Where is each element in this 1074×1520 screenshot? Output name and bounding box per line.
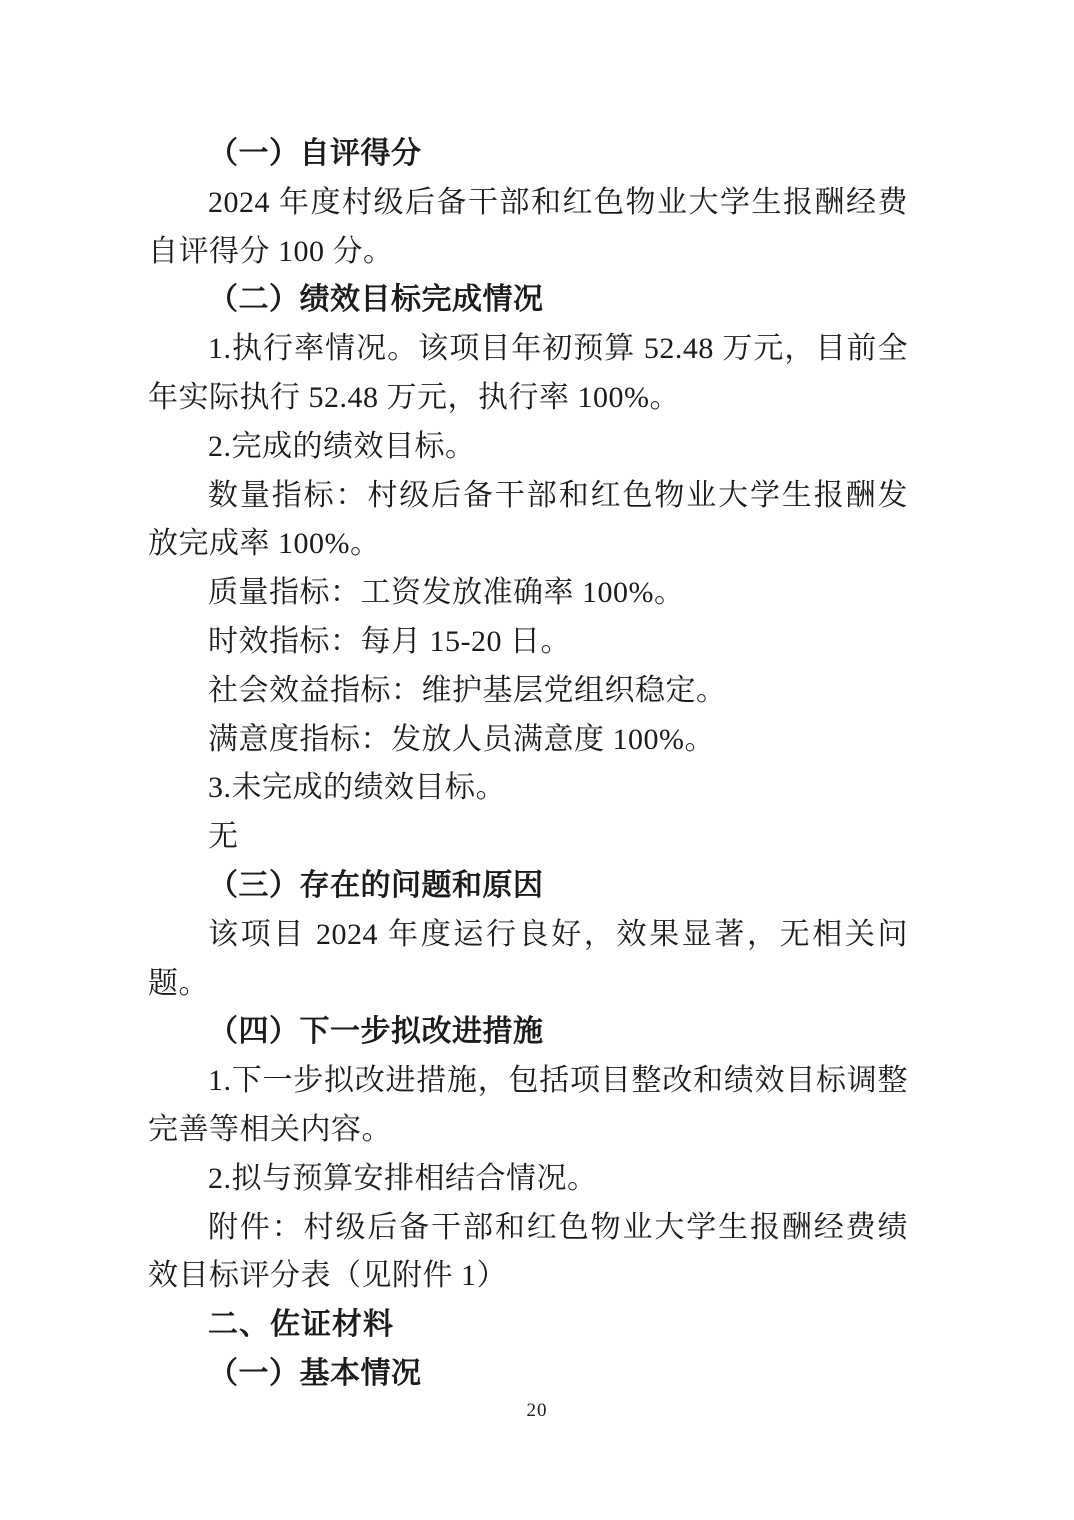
paragraph: 1.执行率情况。该项目年初预算 52.48 万元，目前全年实际执行 52.48 万元，执行率 100%。 [148, 332, 908, 414]
document-body [148, 130, 908, 1399]
page-number: 20 [526, 1400, 548, 1421]
section-heading: （四）下一步拟改进措施 [208, 1015, 544, 1049]
paragraph: 无 [208, 820, 239, 854]
section-heading: （一）自评得分 [208, 137, 422, 170]
section-heading: （三）存在的问题和原因 [208, 868, 544, 902]
chapter-heading: 二、佐证材料 [208, 1308, 394, 1342]
paragraph: 数量指标：村级后备干部和红色物业大学生报酬发放完成率 100%。 [148, 478, 908, 561]
paragraph: 质量指标：工资发放准确率 100%。 [208, 576, 685, 610]
section-heading: （二）绩效目标完成情况 [208, 283, 544, 317]
paragraph: 1.下一步拟改进措施，包括项目整改和绩效目标调整完善等相关内容。 [148, 1064, 908, 1146]
paragraph: 满意度指标：发放人员满意度 100%。 [208, 722, 715, 756]
paragraph: 2024 年度村级后备干部和红色物业大学生报酬经费自评得分 100 分。 [148, 185, 908, 268]
paragraph: 2.完成的绩效目标。 [208, 429, 476, 463]
paragraph: 附件：村级后备干部和红色物业大学生报酬经费绩效目标评分表（见附件 1） [148, 1210, 908, 1293]
paragraph: 该项目 2024 年度运行良好，效果显著，无相关问题。 [148, 917, 908, 1000]
section-heading: （一）基本情况 [208, 1356, 422, 1390]
paragraph: 时效指标：每月 15-20 日。 [208, 624, 571, 658]
paragraph: 3.未完成的绩效目标。 [208, 771, 506, 805]
paragraph: 社会效益指标：维护基层党组织稳定。 [208, 673, 727, 707]
paragraph: 2.拟与预算安排相结合情况。 [208, 1161, 598, 1195]
